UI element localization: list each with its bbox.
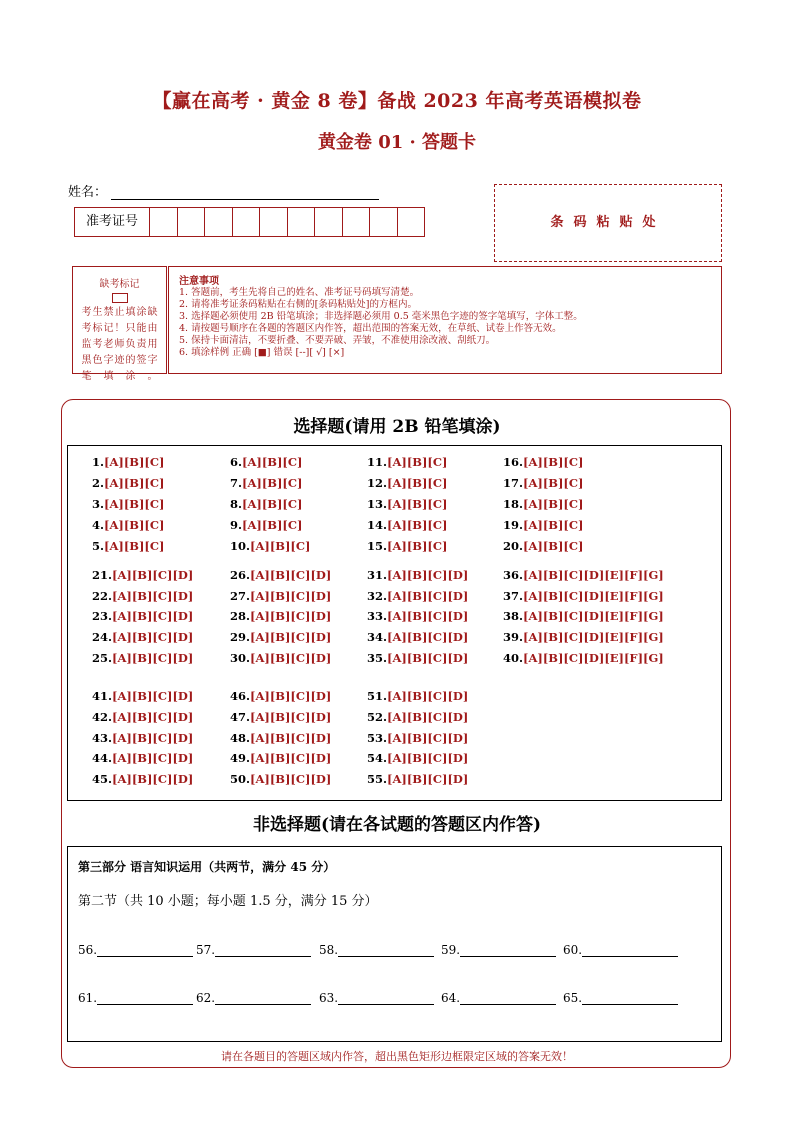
question-2[interactable] [92,476,164,490]
question-number: 41. [92,689,113,703]
answer-options[interactable]: [A][B][C][D] [112,609,194,624]
question-number: 11. [367,455,388,469]
answer-options[interactable]: [A][B][C][D] [387,689,469,703]
choice-section-title: 选择题(请用 2B 铅笔填涂) [293,417,501,437]
question-44[interactable] [92,751,193,765]
absent-heading: 缺考标记 [99,279,140,290]
answer-options[interactable]: [A][B][C][D][E][F][G] [523,650,664,665]
question-23[interactable] [92,609,193,623]
answer-options[interactable]: [A][B][C][D] [250,568,332,582]
question-55[interactable] [367,772,468,786]
blank-63[interactable] [319,991,434,1005]
answer-options[interactable]: [A][B][C][D] [112,568,194,582]
question-number: 17. [503,476,524,490]
question-15[interactable] [367,539,447,553]
question-45[interactable] [92,772,193,786]
question-52[interactable] [367,710,468,724]
exam-number-cell[interactable] [178,208,206,236]
blank-number: 59. [441,943,461,957]
answer-options[interactable]: [A][B][C][D] [112,630,194,645]
question-number: 30. [230,650,251,665]
blank-number: 56. [78,943,98,957]
blank-line[interactable] [460,944,556,957]
absent-text: 考生禁止填涂缺考标记！只能由监考老师负责用黑色字迹的签字笔填涂。 [81,307,158,382]
answer-options[interactable]: [A][B][C][D] [250,751,332,766]
question-34[interactable] [367,630,468,644]
answer-options[interactable]: [A][B][C] [387,518,448,532]
answer-options[interactable]: [A][B][C][D] [387,588,469,603]
answer-options[interactable]: [A][B][C] [523,518,584,532]
answer-options[interactable]: [A][B][C][D] [387,568,469,582]
notes-item: 5. 保持卡面清洁，不要折叠、不要弄破、弄皱，不准使用涂改液、刮纸刀。 [179,335,496,346]
question-43[interactable] [92,731,193,745]
question-number: 55. [367,772,388,787]
answer-options[interactable]: [A][B][C][D] [387,630,469,645]
question-46[interactable] [230,689,331,703]
blank-line[interactable] [97,944,193,957]
question-22[interactable] [92,589,193,603]
question-36[interactable] [503,568,664,582]
answer-options[interactable]: [A][B][C][D] [250,609,332,624]
blank-line[interactable] [582,944,678,957]
question-7[interactable] [230,476,302,490]
question-number: 24. [92,630,113,645]
question-number: 53. [367,730,388,745]
question-number: 49. [230,751,251,766]
answer-options[interactable]: [A][B][C] [387,539,448,553]
question-6[interactable] [230,455,302,469]
question-13[interactable] [367,497,447,511]
question-4[interactable] [92,518,164,532]
answer-options[interactable]: [A][B][C] [104,497,165,511]
exam-number-cell[interactable] [288,208,316,236]
question-number: 14. [367,518,388,532]
answer-options[interactable]: [A][B][C] [104,455,165,469]
question-number: 50. [230,772,251,787]
answer-options[interactable]: [A][B][C][D] [112,689,194,703]
exam-number-cell[interactable] [315,208,343,236]
question-number: 28. [230,609,251,624]
blank-number: 62. [196,991,216,1005]
question-number: 29. [230,630,251,645]
blank-59[interactable] [441,943,556,957]
blank-line[interactable] [338,944,434,957]
question-number: 22. [92,588,113,603]
question-number: 19. [503,518,524,532]
exam-number-cell[interactable] [343,208,371,236]
blank-number: 63. [319,991,339,1005]
exam-number-grid[interactable] [74,207,425,237]
blank-line[interactable] [460,992,556,1005]
question-number: 3. [92,497,105,511]
notes-box [168,266,722,374]
question-number: 46. [230,689,251,703]
absent-mark-box [72,266,167,382]
question-14[interactable] [367,518,447,532]
question-8[interactable] [230,497,302,511]
barcode-area: 条码粘贴处 [494,184,722,262]
question-1[interactable] [92,455,164,469]
question-number: 45. [92,772,113,787]
blank-line[interactable] [97,992,193,1005]
question-51[interactable] [367,689,468,703]
question-number: 18. [503,497,524,511]
answer-options[interactable]: [A][B][C] [242,518,303,532]
blank-number: 58. [319,943,339,957]
question-5[interactable] [92,539,164,553]
question-42[interactable] [92,710,193,724]
question-number: 48. [230,730,251,745]
answer-options[interactable]: [A][B][C] [523,476,584,490]
question-number: 16. [503,455,524,469]
blank-57[interactable] [196,943,311,957]
answer-options[interactable]: [A][B][C] [523,497,584,511]
question-32[interactable] [367,589,468,603]
question-40[interactable] [503,651,664,665]
answer-options[interactable]: [A][B][C][D] [112,730,194,745]
notes-item: 1. 答题前，考生先将自己的姓名、准考证号码填写清楚。 [179,287,420,298]
question-11[interactable] [367,455,447,469]
question-16[interactable] [503,455,583,469]
question-number: 15. [367,539,388,553]
blank-number: 61. [78,991,98,1005]
answer-options[interactable]: [A][B][C][D] [387,650,469,665]
answer-options[interactable]: [A][B][C] [387,455,448,469]
answer-options[interactable]: [A][B][C][D] [387,609,469,624]
question-10[interactable] [230,539,310,553]
question-39[interactable] [503,630,664,644]
exam-number-cell[interactable] [205,208,233,236]
notes-item: 3. 选择题必须使用 2B 铅笔填涂；非选择题必须用 0.5 毫米黑色字迹的签字笔填写，字体工整。 [179,311,583,322]
question-3[interactable] [92,497,164,511]
question-12[interactable] [367,476,447,490]
answer-options[interactable]: [A][B][C] [387,476,448,490]
question-31[interactable] [367,568,468,582]
notes-item: 2. 请将准考证条码粘贴在右侧的[条码粘贴处]的方框内。 [179,299,417,310]
exam-title: 【赢在高考 · 黄金 8 卷】备战 2023 年高考英语模拟卷 [152,90,642,112]
blank-61[interactable] [78,991,193,1005]
question-number: 6. [230,455,243,469]
answer-options[interactable]: [A][B][C] [523,539,584,553]
name-line[interactable] [111,185,379,200]
question-49[interactable] [230,751,331,765]
question-53[interactable] [367,731,468,745]
question-48[interactable] [230,731,331,745]
question-number: 31. [367,568,388,582]
footer-warning: 请在各题目的答题区域内作答，超出黑色矩形边框限定区域的答案无效！ [221,1050,573,1063]
exam-number-cell[interactable] [150,208,178,236]
blank-60[interactable] [563,943,678,957]
answer-options[interactable]: [A][B][C][D] [250,709,332,724]
answer-options[interactable]: [A][B][C][D] [250,630,332,645]
question-number: 52. [367,709,388,724]
question-number: 42. [92,709,113,724]
blank-number: 60. [563,943,583,957]
answer-options[interactable]: [A][B][C][D] [250,588,332,603]
question-number: 12. [367,476,388,490]
question-24[interactable] [92,630,193,644]
question-number: 26. [230,568,251,582]
exam-number-label: 准考证号 [75,208,150,236]
blank-number: 57. [196,943,216,957]
exam-number-cell[interactable] [398,208,425,236]
answer-options[interactable]: [A][B][C] [523,455,584,469]
question-number: 36. [503,568,524,582]
question-26[interactable] [230,568,331,582]
blank-58[interactable] [319,943,434,957]
question-54[interactable] [367,751,468,765]
question-25[interactable] [92,651,193,665]
question-number: 40. [503,650,524,665]
blank-line[interactable] [215,944,311,957]
question-number: 13. [367,497,388,511]
question-number: 7. [230,476,243,490]
question-29[interactable] [230,630,331,644]
answer-options[interactable]: [A][B][C] [242,455,303,469]
notes-item: 4. 请按题号顺序在各题的答题区内作答，超出范围的答案无效，在草纸、试卷上作答无效。 [179,323,562,334]
question-27[interactable] [230,589,331,603]
answer-options[interactable]: [A][B][C][D][E][F][G] [523,588,664,603]
question-28[interactable] [230,609,331,623]
part-heading: 第三部分 语言知识运用（共两节，满分 45 分） [78,860,336,874]
question-47[interactable] [230,710,331,724]
question-38[interactable] [503,609,664,623]
question-number: 44. [92,751,113,766]
question-number: 20. [503,539,524,553]
blank-62[interactable] [196,991,311,1005]
blank-line[interactable] [338,992,434,1005]
question-number: 54. [367,751,388,766]
answer-options[interactable]: [A][B][C][D] [112,751,194,766]
question-number: 43. [92,730,113,745]
answer-options[interactable]: [A][B][C][D] [250,650,332,665]
answer-options[interactable]: [A][B][C] [104,539,165,553]
question-41[interactable] [92,689,193,703]
question-number: 21. [92,568,113,582]
answer-sheet-title: 黄金卷 01 · 答题卡 [317,132,477,153]
answer-options[interactable]: [A][B][C][D] [387,751,469,766]
question-number: 9. [230,518,243,532]
absent-checkbox[interactable] [112,293,128,303]
answer-options[interactable]: [A][B][C] [250,539,311,553]
question-number: 51. [367,689,388,703]
exam-number-cell[interactable] [260,208,288,236]
question-30[interactable] [230,651,331,665]
question-number: 25. [92,650,113,665]
question-number: 2. [92,476,105,490]
blank-line[interactable] [215,992,311,1005]
notes-item: 6. 填涂样例 正确 [■] 错误 [--][ √] [×] [179,347,345,358]
name-field[interactable] [68,181,379,200]
section-heading: 第二节（共 10 小题；每小题 1.5 分，满分 15 分） [78,894,378,909]
question-17[interactable] [503,476,583,490]
question-35[interactable] [367,651,468,665]
answer-options[interactable]: [A][B][C] [242,476,303,490]
question-number: 37. [503,588,524,603]
blank-65[interactable] [563,991,678,1005]
question-number: 38. [503,609,524,624]
question-19[interactable] [503,518,583,532]
answer-options[interactable]: [A][B][C] [104,476,165,490]
blank-line[interactable] [582,992,678,1005]
question-number: 4. [92,518,105,532]
question-9[interactable] [230,518,302,532]
question-21[interactable] [92,568,193,582]
exam-number-cell[interactable] [233,208,261,236]
question-number: 33. [367,609,388,624]
answer-options[interactable]: [A][B][C][D] [250,730,332,745]
answer-options[interactable]: [A][B][C][D] [112,709,194,724]
question-number: 1. [92,455,105,469]
question-number: 23. [92,609,113,624]
question-number: 47. [230,709,251,724]
question-number: 10. [230,539,251,553]
answer-options[interactable]: [A][B][C] [104,518,165,532]
question-18[interactable] [503,497,583,511]
blank-56[interactable] [78,943,193,957]
blank-number: 65. [563,991,583,1005]
question-number: 27. [230,588,251,603]
question-37[interactable] [503,589,664,603]
answer-options[interactable]: [A][B][C][D][E][F][G] [523,568,664,582]
answer-options[interactable]: [A][B][C][D] [112,772,194,787]
answer-options[interactable]: [A][B][C][D] [387,730,469,745]
question-20[interactable] [503,539,583,553]
name-label: 姓名： [68,185,108,200]
question-number: 8. [230,497,243,511]
nonchoice-section-title: 非选择题(请在各试题的答题区内作答) [252,815,542,835]
question-number: 35. [367,650,388,665]
answer-options[interactable]: [A][B][C] [242,497,303,511]
blank-number: 64. [441,991,461,1005]
answer-options[interactable]: [A][B][C][D][E][F][G] [523,609,664,624]
answer-options[interactable]: [A][B][C][D] [250,772,332,787]
answer-options[interactable]: [A][B][C][D][E][F][G] [523,630,664,645]
answer-options[interactable]: [A][B][C][D] [250,689,332,703]
question-number: 32. [367,588,388,603]
answer-options[interactable]: [A][B][C][D] [112,650,194,665]
answer-options[interactable]: [A][B][C][D] [387,709,469,724]
notes-heading: 注意事项 [179,276,219,287]
question-50[interactable] [230,772,331,786]
exam-number-cell[interactable] [370,208,398,236]
question-33[interactable] [367,609,468,623]
question-number: 5. [92,539,105,553]
question-number: 39. [503,630,524,645]
answer-options[interactable]: [A][B][C] [387,497,448,511]
answer-options[interactable]: [A][B][C][D] [387,772,469,787]
blank-64[interactable] [441,991,556,1005]
answer-options[interactable]: [A][B][C][D] [112,588,194,603]
question-number: 34. [367,630,388,645]
